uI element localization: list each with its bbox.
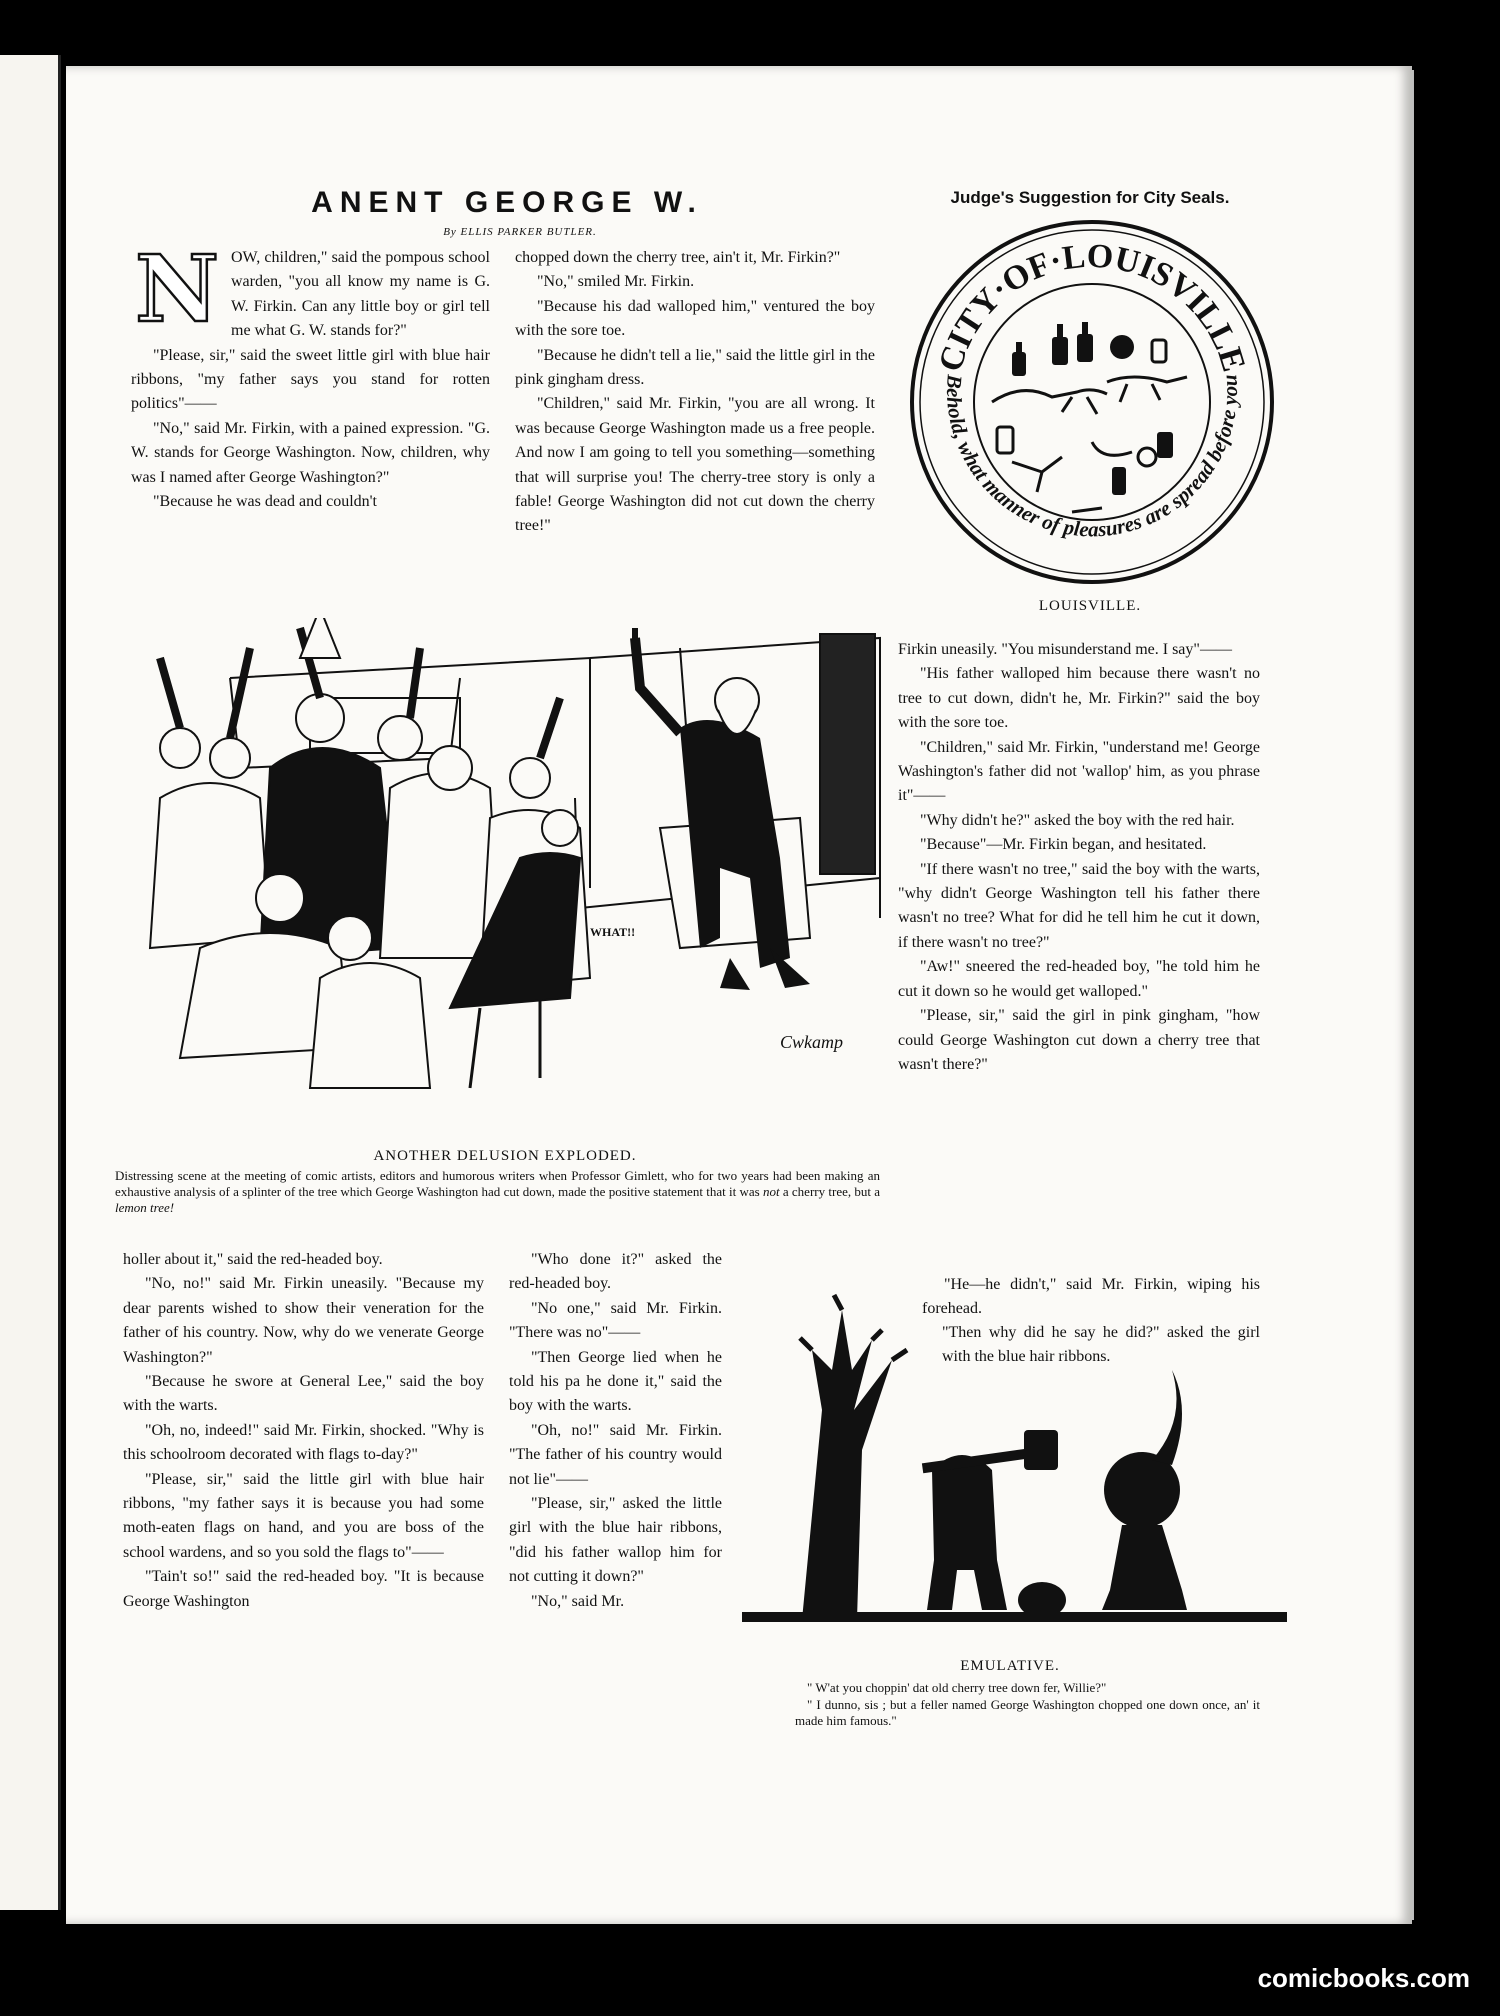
paragraph: "No one," said Mr. Firkin. "There was no"——	[509, 1299, 722, 1342]
paragraph: "Because"—Mr. Firkin began, and hesitated.	[920, 836, 1207, 854]
previous-page-edge	[0, 55, 61, 1910]
paragraph: "Because he was dead and couldn't	[153, 493, 377, 511]
paragraph: "Children," said Mr. Firkin, "you are all wrong. It was because George Washington made us a free people. And now I am going to tell you something—something that will surprise you! The cherry-tree story is only a fable! George Washington did not cut down the cherry tree!"	[515, 395, 875, 535]
seal-ring-text: Behold, what manner of pleasures are spread before you	[941, 373, 1243, 542]
tree-silhouette	[802, 1310, 892, 1620]
paragraph: "Please, sir," said the girl in pink gingham, "how could George Washington cut down a cherry tree that wasn't there?"	[898, 1007, 1260, 1073]
silhouette-caption-line-2: " I dunno, sis ; but a feller named George Washington chopped one down once, an' it made him famous."	[795, 1697, 1260, 1728]
seal-caption: LOUISVILLE.	[1038, 598, 1142, 614]
cartoon-caption	[115, 1168, 880, 1216]
paragraph: "Who done it?" asked the red-headed boy.	[509, 1251, 722, 1293]
article-column-3	[898, 638, 1260, 1077]
seal-top-text: CITY·OF·LOUISVILLE	[931, 237, 1253, 376]
paragraph: "Oh, no, indeed!" said Mr. Firkin, shocked. "Why is this schoolroom decorated with flags to-day?"	[123, 1421, 484, 1464]
article-column-5	[509, 1248, 722, 1614]
caption-emphasis: lemon tree!	[115, 1200, 175, 1215]
paragraph-text: OW, children," said the pompous school warden, "you all know my name is G. W. Firkin. Can any little boy or girl tell me what G. W. stands for?"	[231, 249, 490, 340]
caption-emphasis: not	[762, 1184, 780, 1199]
watermark: comicbooks.com	[1257, 1963, 1470, 1993]
cartoon-signature: Cwkamp	[780, 1032, 843, 1052]
caption-text: a cherry tree, but a	[782, 1184, 881, 1199]
article-title: ANENT GEORGE W.	[311, 186, 703, 219]
paragraph: holler about it," said the red-headed boy.	[123, 1251, 383, 1268]
boy-silhouette	[927, 1455, 1007, 1610]
cartoon-another-delusion	[120, 618, 890, 1138]
paragraph: "Because he didn't tell a lie," said the little girl in the pink gingham dress.	[515, 346, 875, 389]
article-column-2	[515, 246, 875, 539]
seal-heading: Judge's Suggestion for City Seals.	[950, 188, 1230, 207]
paragraph: "Tain't so!" said the red-headed boy. "It is because George Washington	[123, 1568, 484, 1610]
paragraph: "No," smiled Mr. Firkin.	[537, 273, 695, 291]
paragraph: "Please, sir," asked the little girl with the blue hair ribbons, "did his father wallop him for not cutting it down?"	[509, 1495, 722, 1586]
article-byline: By ELLIS PARKER BUTLER.	[443, 226, 597, 238]
paragraph: "Please, sir," said the sweet little girl with blue hair ribbons, "my father says you stand for rotten politics"——	[131, 346, 490, 413]
paragraph: "No," said Mr.	[531, 1592, 625, 1610]
silhouette-illustration	[742, 1290, 1287, 1660]
paragraph: "If there wasn't no tree," said the boy with the warts, "why didn't George Washington tell his father there wasn't no tree? What for did he tell him he cut it down, if there wasn't no tree?"	[898, 860, 1260, 951]
silhouette-caption-line-1: " W'at you choppin' dat old cherry tree down fer, Willie?"	[807, 1680, 1107, 1695]
paragraph: "Then George lied when he told his pa he done it," said the boy with the warts.	[509, 1348, 722, 1415]
paragraph: "Then why did he say he did?" asked the girl with the blue hair ribbons.	[942, 1324, 1260, 1366]
caption-text: Distressing scene at the meeting of comic artists, editors and humorous writers when Professor Gimlett, who for two years had been making an exhaustive analysis of a splinter of the tree which George Washington had cut down, made the positive statement that it was	[115, 1168, 880, 1199]
paragraph: "Oh, no!" said Mr. Firkin. "The father of his country would not lie"——	[509, 1421, 722, 1488]
paragraph: Firkin uneasily. "You misunderstand me. I say"——	[898, 641, 1232, 658]
paragraph: "No," said Mr. Firkin, with a pained expression. "G. W. stands for George Washington. Now, children, why was I named after George Washington?"	[131, 419, 490, 486]
article-column-4	[123, 1248, 484, 1614]
article-column-1	[131, 235, 490, 514]
bottles-icon	[997, 322, 1173, 495]
paragraph: "Because he swore at General Lee," said the boy with the warts.	[123, 1373, 484, 1415]
paragraph: "He—he didn't," said Mr. Firkin, wiping his forehead.	[922, 1276, 1260, 1318]
paragraph: "Why didn't he?" asked the boy with the red hair.	[920, 811, 1235, 829]
cartoon-caption-title: ANOTHER DELUSION EXPLODED.	[373, 1148, 637, 1164]
paragraph: "No, no!" said Mr. Firkin uneasily. "Because my dear parents wished to show their veneration for the father of his country. Now, why do we venerate George Washington?"	[123, 1275, 484, 1366]
silhouette-caption-title: EMULATIVE.	[960, 1658, 1060, 1674]
cartoon-speech: WHAT!!	[590, 925, 636, 939]
louisville-seal	[902, 212, 1282, 592]
drop-cap: N	[134, 235, 220, 343]
paragraph: "Because his dad walloped him," ventured the boy with the sore toe.	[515, 297, 875, 340]
paragraph: "His father walloped him because there wasn't no tree to cut down, didn't he, Mr. Firkin?" said the boy with the sore toe.	[898, 665, 1260, 732]
paragraph: "Children," said Mr. Firkin, "understand me! George Washington's father did not 'wallop' him, as you phrase it"——	[898, 738, 1260, 805]
paragraph: chopped down the cherry tree, ain't it, Mr. Firkin?"	[515, 249, 841, 266]
paragraph: "Please, sir," said the little girl with blue hair ribbons, "my father says it is because you had some moth-eaten flags on hand, and you are boss of the school wardens, and so you sold the flags to"——	[123, 1470, 484, 1561]
paragraph	[131, 235, 490, 344]
paragraph: "Aw!" sneered the red-headed boy, "he told him he cut it down so he would get walloped."	[898, 958, 1260, 1000]
